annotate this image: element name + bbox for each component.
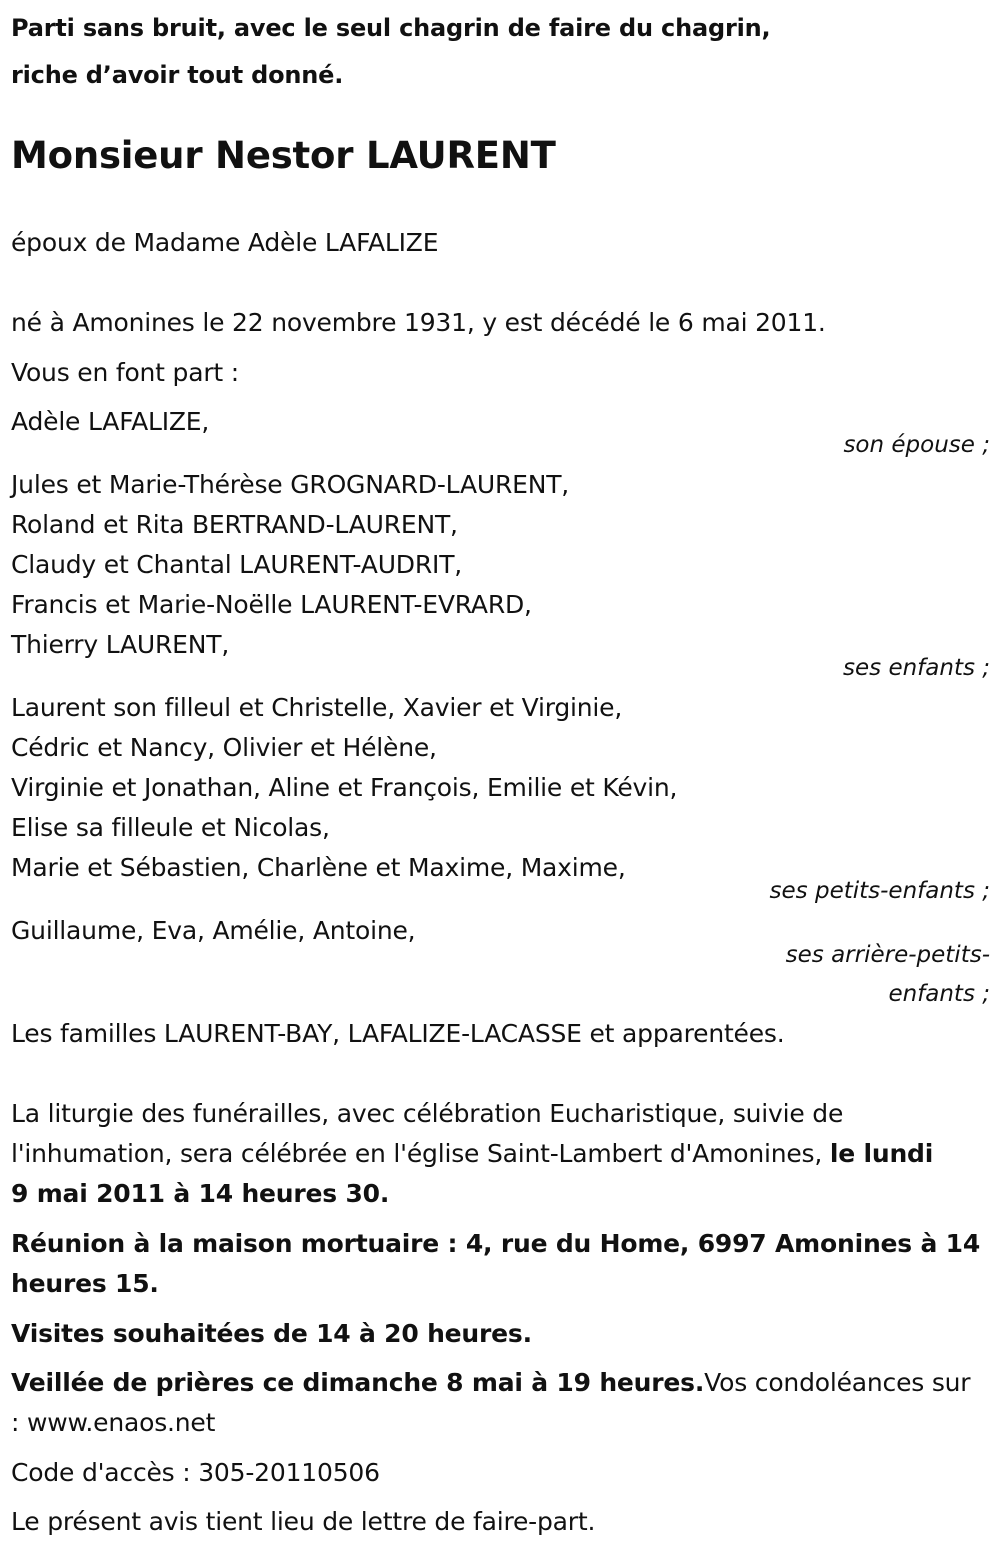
funeral-line-1: La liturgie des funérailles, avec célébration Eucharistique, suivie de bbox=[11, 1099, 844, 1128]
grandchild-line: Virginie et Jonathan, Aline et François, Emilie et Kévin, bbox=[11, 773, 678, 802]
spouse-role: son épouse ; bbox=[843, 432, 990, 458]
children-role: ses enfants ; bbox=[843, 655, 990, 681]
closing-line: Le présent avis tient lieu de lettre de faire-part. bbox=[11, 1507, 596, 1536]
birth-death-line: né à Amonines le 22 novembre 1931, y est décédé le 6 mai 2011. bbox=[11, 308, 826, 337]
funeral-date-time: 9 mai 2011 à 14 heures 30. bbox=[11, 1179, 390, 1208]
child-name: Francis et Marie-Noëlle LAURENT-EVRARD, bbox=[11, 590, 532, 619]
funeral-line-2-text: l'inhumation, sera célébrée en l'église Saint-Lambert d'Amonines, bbox=[11, 1139, 830, 1168]
grandchildren-role: ses petits-enfants ; bbox=[769, 878, 990, 904]
spouse-line: époux de Madame Adèle LAFALIZE bbox=[11, 228, 439, 257]
child-name: Thierry LAURENT, bbox=[11, 630, 230, 659]
great-grandchildren-role-line-2: enfants ; bbox=[888, 981, 990, 1007]
families-line: Les familles LAURENT-BAY, LAFALIZE-LACASSE et apparentées. bbox=[11, 1019, 785, 1048]
child-name: Roland et Rita BERTRAND-LAURENT, bbox=[11, 510, 458, 539]
epigraph-line-1: Parti sans bruit, avec le seul chagrin de faire du chagrin, bbox=[11, 14, 771, 42]
child-name: Claudy et Chantal LAURENT-AUDRIT, bbox=[11, 550, 463, 579]
vigil-line-1 bbox=[11, 1363, 970, 1403]
vigil-bold: Veillée de prières ce dimanche 8 mai à 19 heures. bbox=[11, 1368, 705, 1397]
funeral-line-2 bbox=[11, 1134, 933, 1174]
grandchild-line: Elise sa filleule et Nicolas, bbox=[11, 813, 330, 842]
epigraph-line-2: riche d’avoir tout donné. bbox=[11, 61, 344, 89]
funeral-day-bold: le lundi bbox=[829, 1139, 934, 1168]
intro-line: Vous en font part : bbox=[11, 358, 239, 387]
grandchild-line: Laurent son filleul et Christelle, Xavier et Virginie, bbox=[11, 693, 623, 722]
visits-line: Visites souhaitées de 14 à 20 heures. bbox=[11, 1319, 532, 1348]
meeting-line-2: heures 15. bbox=[11, 1269, 159, 1298]
spouse-name: Adèle LAFALIZE, bbox=[11, 407, 210, 436]
meeting-line-1: Réunion à la maison mortuaire : 4, rue du Home, 6997 Amonines à 14 bbox=[11, 1229, 981, 1258]
access-code: Code d'accès : 305-20110506 bbox=[11, 1458, 380, 1487]
great-grandchildren-names: Guillaume, Eva, Amélie, Antoine, bbox=[11, 916, 416, 945]
great-grandchildren-role-line-1: ses arrière-petits- bbox=[785, 942, 990, 968]
condolences-website: : www.enaos.net bbox=[11, 1408, 216, 1437]
condolences-text: Vos condoléances sur bbox=[704, 1368, 971, 1397]
grandchild-line: Marie et Sébastien, Charlène et Maxime, Maxime, bbox=[11, 853, 626, 882]
deceased-name-title: Monsieur Nestor LAURENT bbox=[11, 134, 556, 177]
child-name: Jules et Marie-Thérèse GROGNARD-LAURENT, bbox=[11, 470, 570, 499]
grandchild-line: Cédric et Nancy, Olivier et Hélène, bbox=[11, 733, 437, 762]
